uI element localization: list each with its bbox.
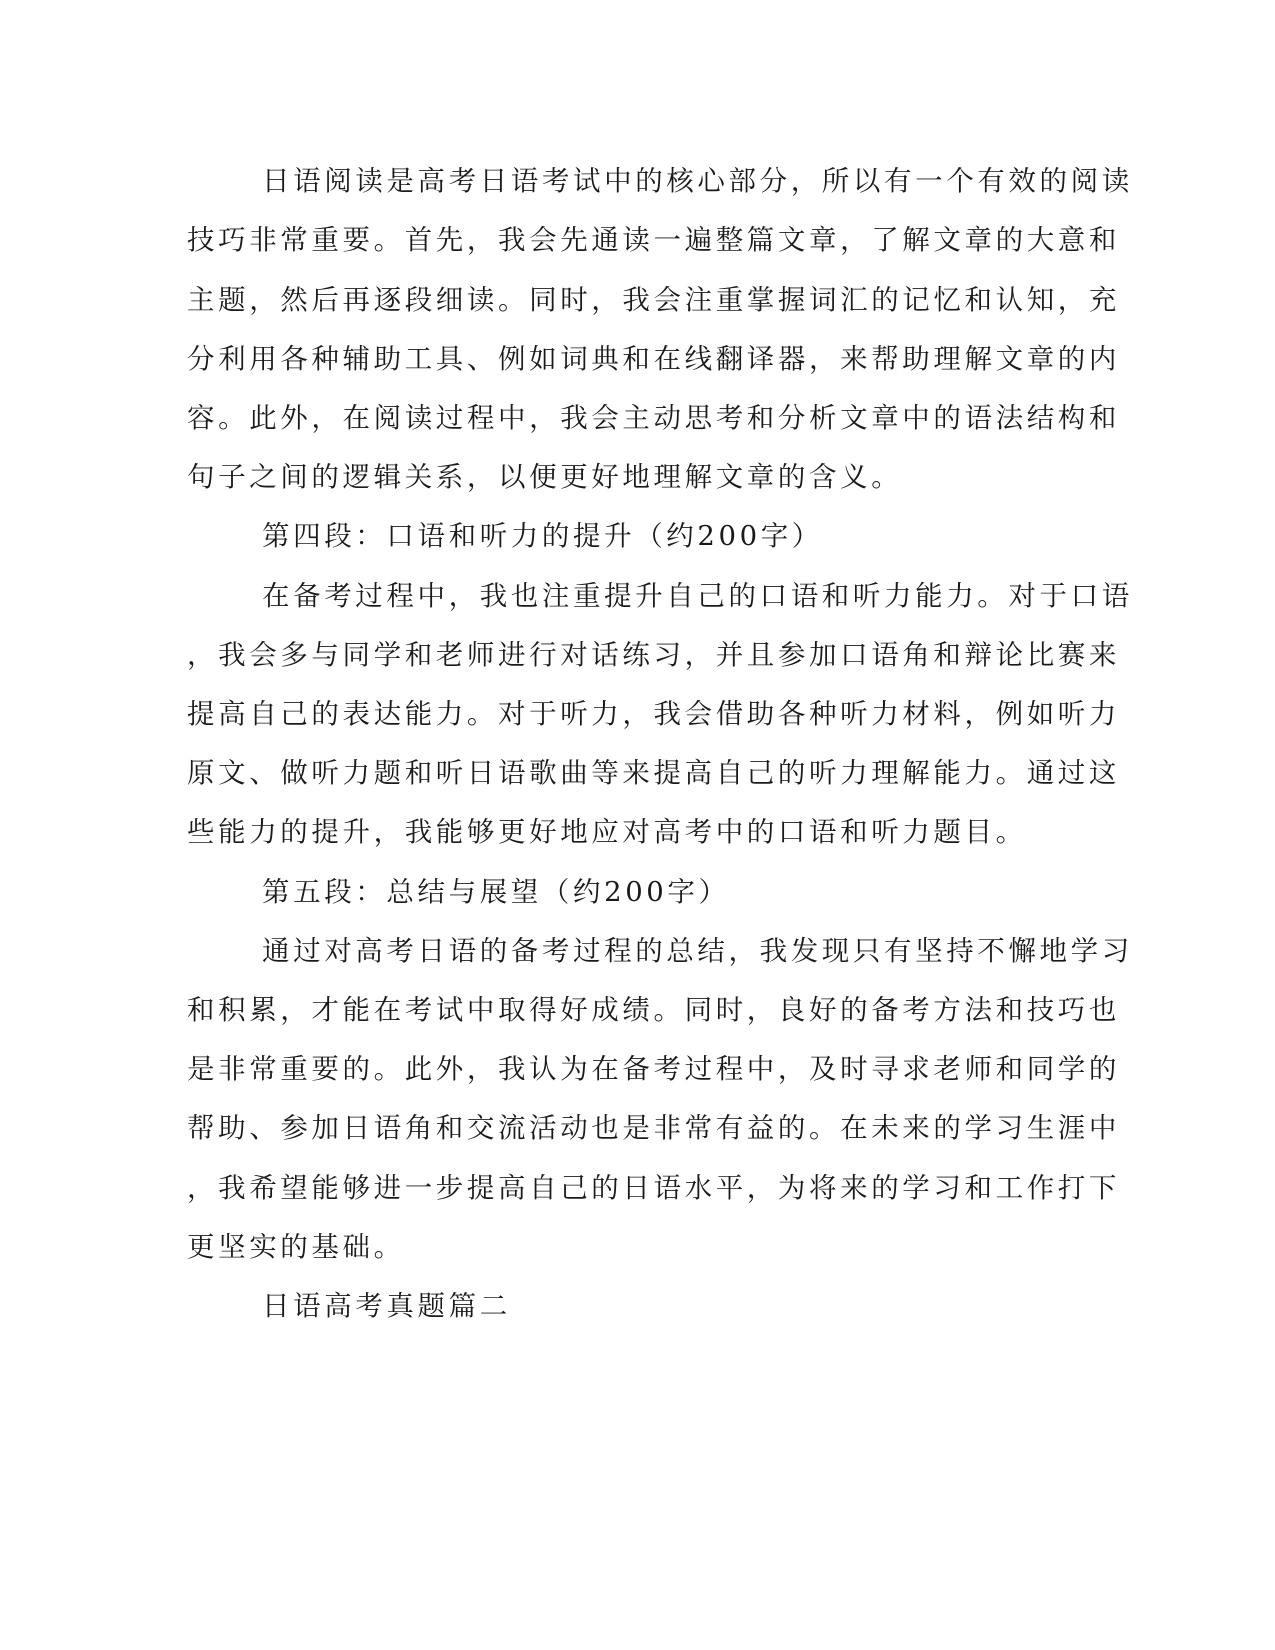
text-line: 主题，然后再逐段细读。同时，我会注重掌握词汇的记忆和认知，充 bbox=[187, 284, 1120, 316]
section-heading: 日语高考真题篇二 bbox=[262, 1290, 511, 1322]
text-line: 句子之间的逻辑关系，以便更好地理解文章的含义。 bbox=[187, 461, 903, 493]
text-line: 日语阅读是高考日语考试中的核心部分，所以有一个有效的阅读 bbox=[262, 165, 1133, 197]
section-heading: 第五段：总结与展望（约200字） bbox=[262, 876, 730, 908]
text-line: 分利用各种辅助工具、例如词典和在线翻译器，来帮助理解文章的内 bbox=[187, 343, 1120, 375]
text-line: 通过对高考日语的备考过程的总结，我发现只有坚持不懈地学习 bbox=[262, 935, 1133, 967]
text-line: 容。此外，在阅读过程中，我会主动思考和分析文章中的语法结构和 bbox=[187, 402, 1120, 434]
text-line: 些能力的提升，我能够更好地应对高考中的口语和听力题目。 bbox=[187, 816, 1027, 848]
text-line: ，我会多与同学和老师进行对话练习，并且参加口语角和辩论比赛来 bbox=[187, 639, 1120, 671]
text-line: 技巧非常重要。首先，我会先通读一遍整篇文章，了解文章的大意和 bbox=[187, 224, 1120, 256]
text-line: 帮助、参加日语角和交流活动也是非常有益的。在未来的学习生涯中 bbox=[187, 1112, 1120, 1144]
text-line: ，我希望能够进一步提高自己的日语水平，为将来的学习和工作打下 bbox=[187, 1172, 1120, 1204]
text-line: 和积累，才能在考试中取得好成绩。同时，良好的备考方法和技巧也 bbox=[187, 994, 1120, 1026]
text-line: 在备考过程中，我也注重提升自己的口语和听力能力。对于口语 bbox=[262, 580, 1133, 612]
text-line: 原文、做听力题和听日语歌曲等来提高自己的听力理解能力。通过这 bbox=[187, 757, 1120, 789]
section-heading: 第四段：口语和听力的提升（约200字） bbox=[262, 520, 823, 552]
text-line: 更坚实的基础。 bbox=[187, 1231, 405, 1263]
text-line: 提高自己的表达能力。对于听力，我会借助各种听力材料，例如听力 bbox=[187, 698, 1120, 730]
text-line: 是非常重要的。此外，我认为在备考过程中，及时寻求老师和同学的 bbox=[187, 1053, 1120, 1085]
